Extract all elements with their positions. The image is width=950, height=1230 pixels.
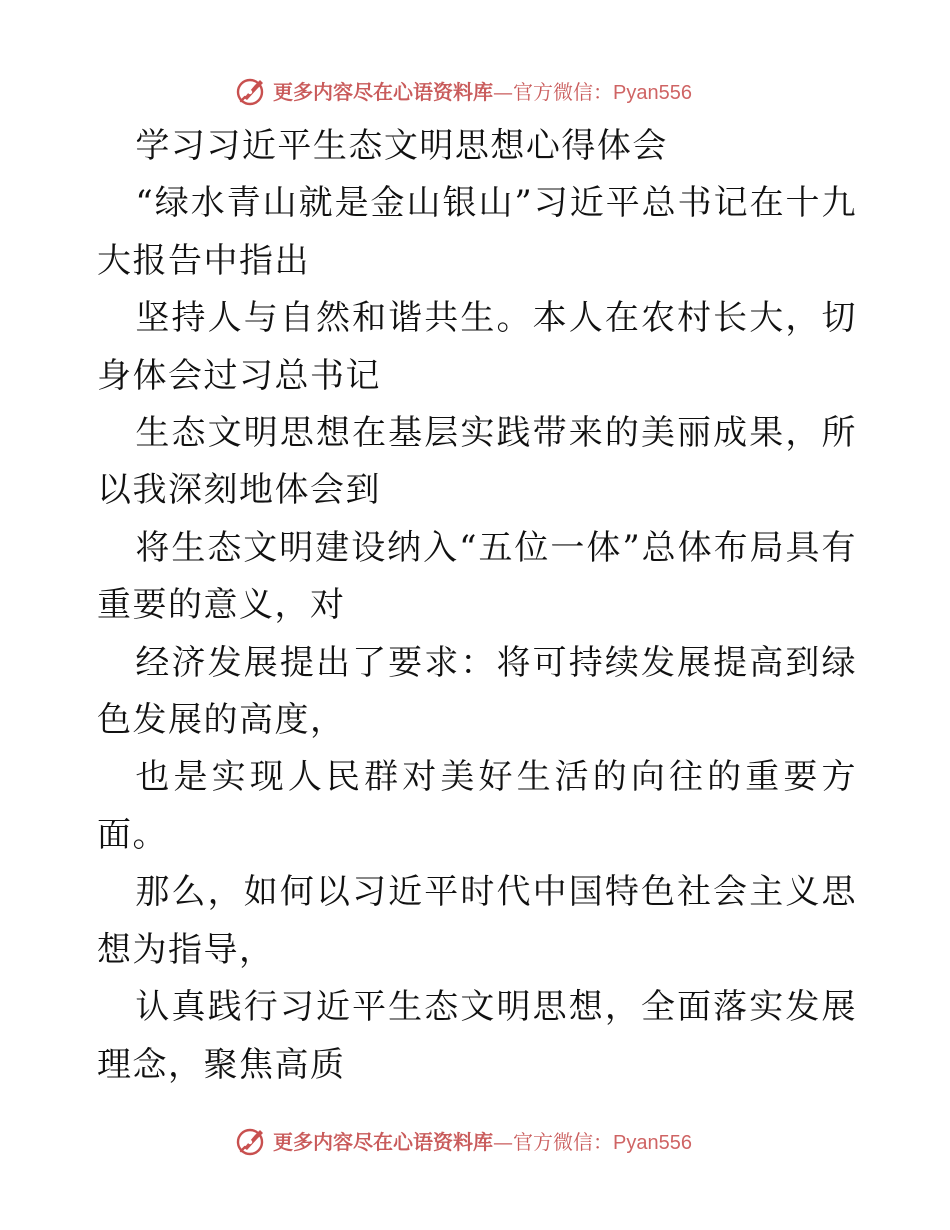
paragraph: 经济发展提出了要求：将可持续发展提高到绿色发展的高度，: [97, 642, 857, 741]
paragraph: 将生态文明建设纳入“五位一体”总体布局具有重要的意义，对: [97, 527, 857, 626]
footer-separator: —: [493, 1129, 513, 1154]
pen-nib-logo-icon: [235, 1123, 269, 1157]
header-wechat-id: Pyan556: [613, 81, 692, 104]
header-official-label: 官方微信：: [513, 79, 613, 104]
paragraph: 坚持人与自然和谐共生。本人在农村长大，切身体会过习总书记: [97, 298, 857, 396]
header-banner: [235, 72, 715, 108]
footer-official-label: 官方微信：: [513, 1129, 613, 1154]
footer-wechat-id: Pyan556: [613, 1131, 692, 1154]
document-body: [97, 118, 857, 1094]
paragraph: 生态文明思想在基层实践带来的美丽成果，所以我深刻地体会到: [97, 413, 857, 511]
paragraph: “绿水青山就是金山银山”习近平总书记在十九大报告中指出: [97, 183, 857, 281]
document-title: 学习习近平生态文明思想心得体会: [135, 126, 668, 166]
footer-slogan: 更多内容尽在心语资料库: [273, 1129, 493, 1154]
paragraph: 认真践行习近平生态文明思想，全面落实发展理念，聚焦高质: [97, 987, 857, 1085]
paragraph: 那么，如何以习近平时代中国特色社会主义思想为指导，: [97, 872, 857, 970]
pen-nib-logo-icon: [235, 73, 269, 107]
footer-banner: [235, 1122, 715, 1158]
header-banner-text: [273, 76, 692, 105]
footer-banner-text: [273, 1126, 692, 1155]
paragraph: 也是实现人民群对美好生活的向往的重要方面。: [97, 757, 857, 855]
header-separator: —: [493, 79, 513, 104]
header-slogan: 更多内容尽在心语资料库: [273, 79, 493, 104]
